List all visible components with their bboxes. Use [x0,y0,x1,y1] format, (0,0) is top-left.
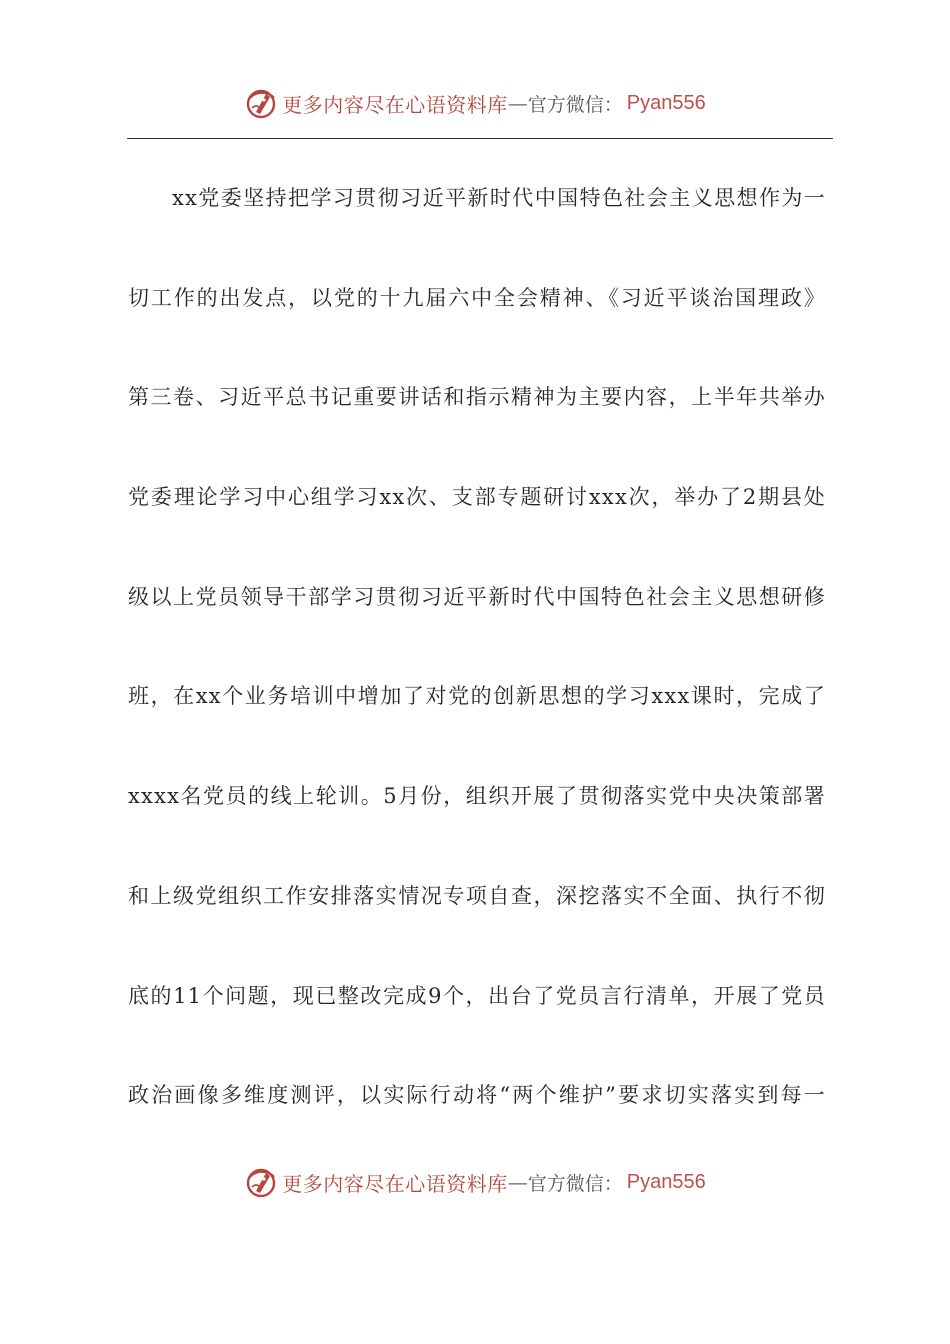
banner-separator: — [507,91,528,115]
banner-wechat-id: Pyan556 [626,1170,706,1193]
banner-wechat-label: 官方微信： [527,1172,623,1195]
banner-separator: — [507,1170,528,1194]
banner-wechat-label: 官方微信： [527,93,623,116]
paragraph-line: 和上级党组织工作安排落实情况专项自查，深挖落实不全面、执行不彻 [128,883,826,908]
paragraph-line: 级以上党员领导干部学习贯彻习近平新时代中国特色社会主义思想研修 [128,584,826,609]
footer-banner [0,1162,950,1202]
paragraph-line: 底的11个问题，现已整改完成9个，出台了党员言行清单，开展了党员 [128,983,826,1008]
pen-nib-logo-icon [244,86,278,120]
document-paragraph [128,172,826,1169]
paragraph-line: 切工作的出发点，以党的十九届六中全会精神、《习近平谈治国理政》 [128,285,826,310]
banner-wechat-id: Pyan556 [626,91,706,114]
banner-title: 更多内容尽在心语资料库 [282,92,508,117]
paragraph-line: 第三卷、习近平总书记重要讲话和指示精神为主要内容，上半年共举办 [128,385,826,410]
paragraph-line: 班，在xx个业务培训中增加了对党的创新思想的学习xxx课时，完成了 [128,684,826,709]
banner-title: 更多内容尽在心语资料库 [282,1171,508,1196]
header-divider [127,138,833,139]
paragraph-line: xxxx名党员的线上轮训。5月份，组织开展了贯彻落实党中央决策部署 [128,784,826,809]
header-banner [0,83,950,123]
paragraph-line: 党委理论学习中心组学习xx次、支部专题研讨xxx次，举办了2期县处 [128,485,826,510]
pen-nib-logo-icon [244,1165,278,1199]
paragraph-line: xx党委坚持把学习贯彻习近平新时代中国特色社会主义思想作为一 [172,186,826,210]
paragraph-line: 政治画像多维度测评，以实际行动将“两个维护”要求切实落实到每一 [128,1083,826,1108]
